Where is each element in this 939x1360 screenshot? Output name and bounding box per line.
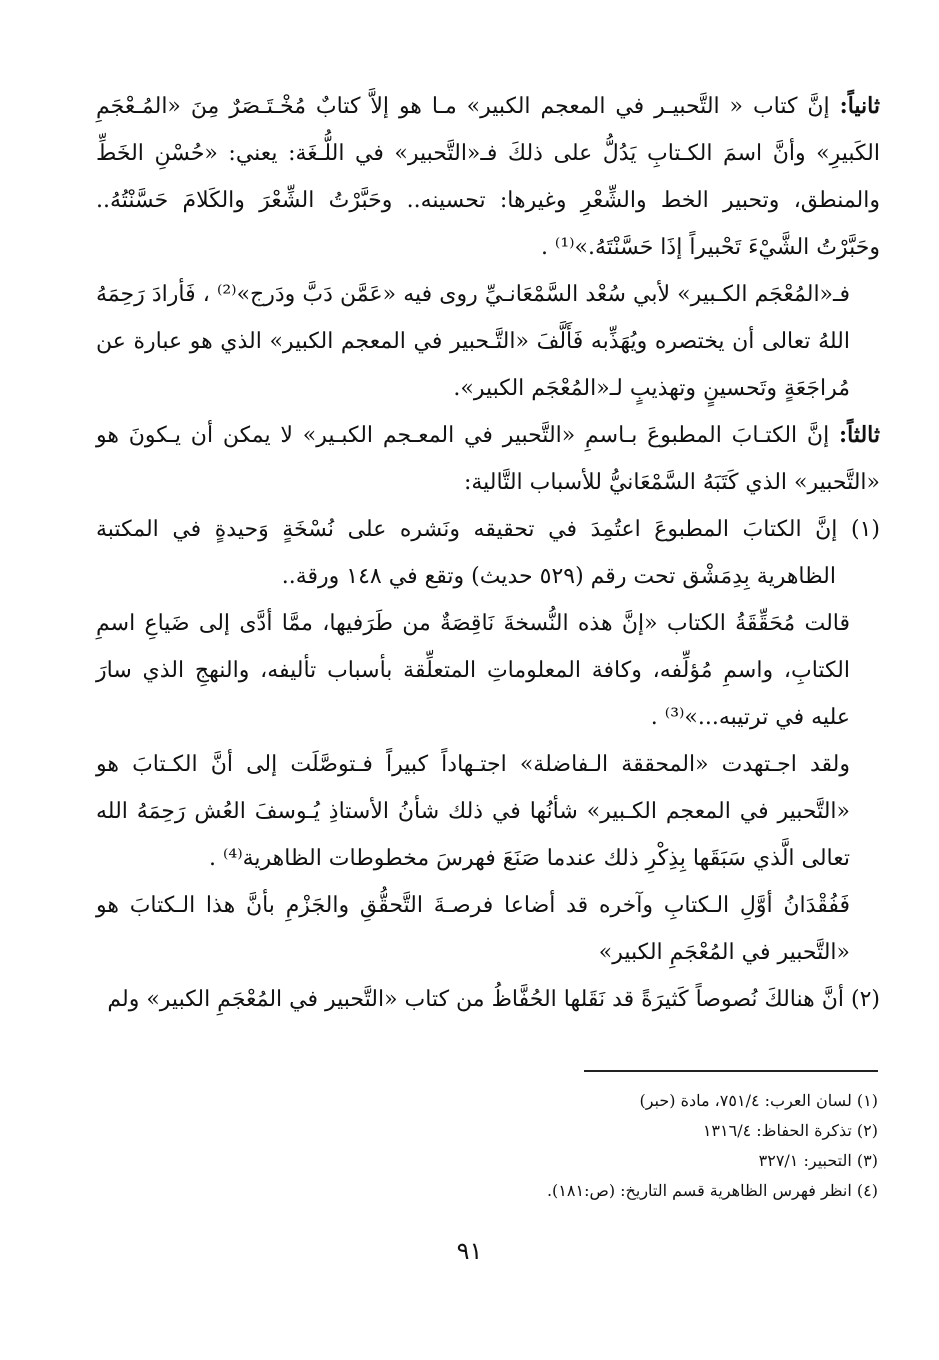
paragraph-text: قالت مُحَقِّقَةُ الكتاب «إنَّ هذه النُّسخةَ نَاقِصَةٌ من طَرَفيها، ممَّا أدَّى إلى ضَياعِ اسمِ الكتابِ، واسمِ مُؤلِّفه، وكافة المعلوماتِ المتعلِّقة بأسباب تأليفه، والنهجِ الذي سارَ عليه في ترتيبه...»⁽³⁾ . [96, 611, 850, 730]
page-number: ٩١ [456, 1237, 483, 1265]
paragraph-mujam-description [96, 271, 880, 412]
paragraph-text: إنَّ الكتـابَ المطبوعَ بـاسمِ «التَّحبير في المعـجم الكبـير» لا يمكن أن يـكونَ هو «التَّحبير» الذي كَتَبَهُ السَّمْعَانيُّ للأسباب التَّالية: [96, 423, 880, 495]
paragraph-third-point [96, 412, 880, 506]
paragraph-text: إنَّ الكتابَ المطبوعَ اعتُمِدَ في تحقيقه ونَشره على نُسْخَةٍ وَحيدةٍ في المكتبة الظاهرية بِدِمَشْق تحت رقم (٥٢٩ حديث) وتقع في ١٤٨ ورقة.. [96, 517, 851, 589]
paragraph-second-point [96, 83, 880, 271]
footnote-3: (٣) التحبير: ٣٢٧/١ [758, 1151, 878, 1170]
paragraph-loss [96, 882, 880, 976]
paragraph-text: ولقد اجـتهدت «المحققة الـفاضلة» اجتـهاداً كبيراً فـتوصَّلَت إلى أنَّ الكـتابَ هو «التَّحبير في المعجم الكـبير» شأنُها في ذلك شأنُ الأستاذِ يُـوسفَ العُش رَحِمَهُ الله تعالى الَّذي سَبَقَها بِذِكْرِ ذلك عندما صَنَعَ فهرسَ مخطوطات الظاهرية⁽⁴⁾ . [96, 752, 850, 871]
list-item-1 [96, 506, 880, 600]
footnote-divider [584, 1070, 878, 1072]
paragraph-lead: ثانياً: [839, 93, 880, 119]
footnote-2: (٢) تذكرة الحفاظ: ١٣١٦/٤ [702, 1121, 878, 1140]
list-number: (١) [850, 517, 880, 542]
footnotes [470, 1086, 878, 1206]
footnote-1: (١) لسان العرب: ٧٥١/٤، مادة (حبر) [639, 1091, 878, 1110]
paragraph-lead: ثالثاً: [839, 422, 880, 448]
paragraph-text: فـ«المُعْجَم الكـبير» لأبي سُعْد السَّمْعَانـيِّ روى فيه «عَمَّن دَبَّ ودَرج»⁽²⁾ ، فَأرادَ رَحِمَهُ اللهُ تعالى أن يختصره ويُهَذِّبه فَأَلَّفَ «التَّـحبير في المعجم الكبير» الذي هو عبارة عن مُراجَعَةٍ وتَحسينٍ وتهذيبٍ لـ«المُعْجَم الكبير». [96, 282, 850, 401]
paragraph-text: أنَّ هنالكَ نُصوصاً كَثيرَةً قد نَقَلها الحُفَّاظُ من كتاب «التَّحبير في المُعْجَمِ الكبير» ولم [107, 987, 851, 1012]
paragraph-editor-quote [96, 600, 880, 741]
list-item-2 [96, 976, 880, 1023]
paragraph-editor-effort [96, 741, 880, 882]
footnote-4: (٤) انظر فهرس الظاهرية قسم التاريخ: (ص:١٨١). [546, 1181, 878, 1200]
paragraph-text: إنَّ كتاب « التَّحبيـر في المعجم الكبير» مـا هو إلاَّ كتابٌ مُخْـتَـصَرٌ مِنَ «المُـعْجَمِ الكَبيرِ» وأنَّ اسمَ الكـتابِ يَدُلُّ على ذلكَ فـ«التَّحبير» في اللُّـغَة: يعني: «حُسْنِ الخَطِّ والمنطق، وتحبير الخط والشِّعْرِ وغيرها: تحسينه.. وحَبَّرْتُ الشِّعْرَ والكَلامَ حَسَّنْتُهُ.. وحَبَّرْتُ الشَّيْءَ تَحْبيراً إذَا حَسَّنْتَهُ.»⁽¹⁾ . [96, 94, 880, 260]
list-number: (٢) [850, 987, 880, 1012]
main-text [96, 83, 880, 1023]
paragraph-text: فَفُقْدَانُ أوَّلِ الـكتابِ وآخره قد أضاعا فرصـةَ التَّحقُّقِ والجَزْمِ بأنَّ هذا الـكتابَ هو «التَّحبير في المُعْجَمِ الكبير» [96, 893, 850, 965]
